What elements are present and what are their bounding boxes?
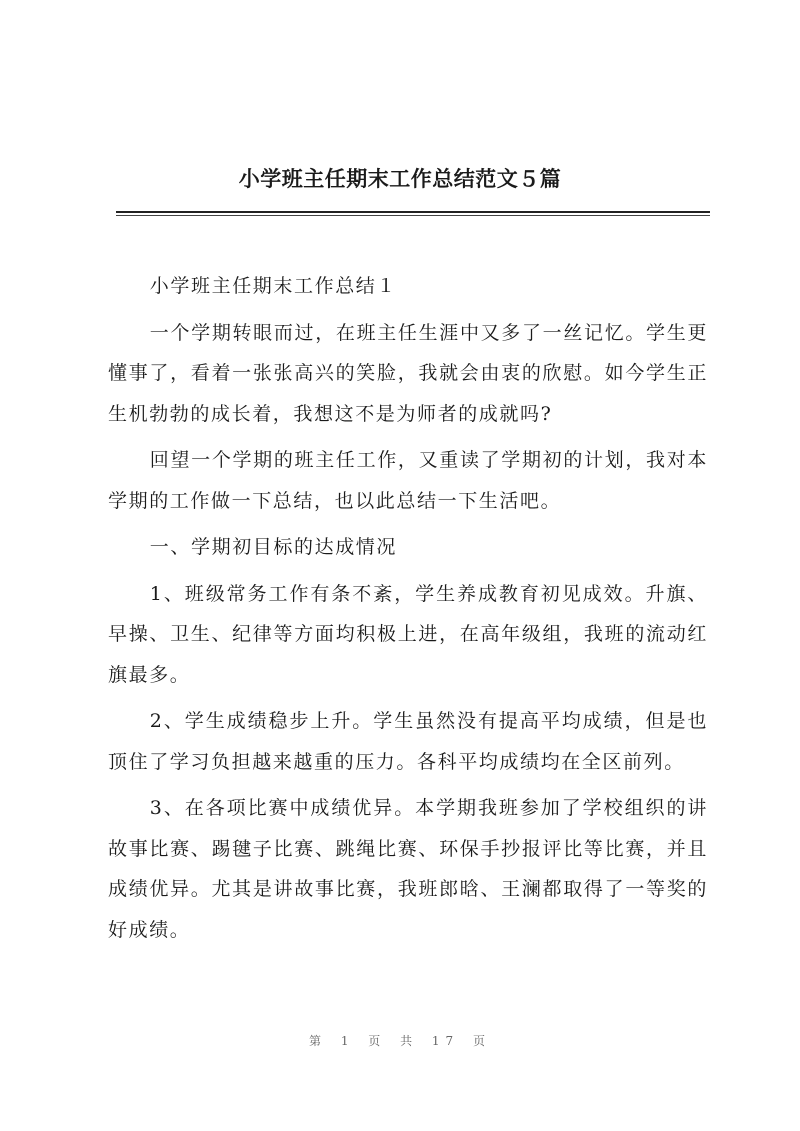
paragraph: 回望一个学期的班主任工作，又重读了学期初的计划，我对本学期的工作做一下总结，也以此总结一下生活吧。 (108, 449, 708, 512)
paragraph: 2、学生成绩稳步上升。学生虽然没有提高平均成绩，但是也顶住了学习负担越来越重的压力。各科平均成绩均在全区前列。 (108, 710, 708, 773)
document-body (108, 266, 708, 956)
title-divider-thin (116, 215, 710, 216)
subsection-heading: 一、学期初目标的达成情况 (149, 536, 397, 558)
page-title: 小学班主任期末工作总结范文５篇 (238, 166, 562, 191)
title-divider (116, 211, 710, 213)
paragraph: 3、在各项比赛中成绩优异。本学期我班参加了学校组织的讲故事比赛、踢毽子比赛、跳绳比赛、环保手抄报评比等比赛，并且成绩优异。尤其是讲故事比赛，我班郎晗、王澜都取得了一等奖的好成绩。 (108, 797, 708, 941)
section-heading: 小学班主任期末工作总结１ (149, 275, 397, 297)
paragraph: 一个学期转眼而过，在班主任生涯中又多了一丝记忆。学生更懂事了，看着一张张高兴的笑脸，我就会由衷的欣慰。如今学生正生机勃勃的成长着，我想这不是为师者的成就吗? (108, 321, 708, 425)
page-footer: 第 1 页 共 17 页 (309, 1034, 491, 1048)
paragraph: 1、班级常务工作有条不紊，学生养成教育初见成效。升旗、早操、卫生、纪律等方面均积极上进，在高年级组，我班的流动红旗最多。 (108, 582, 708, 686)
